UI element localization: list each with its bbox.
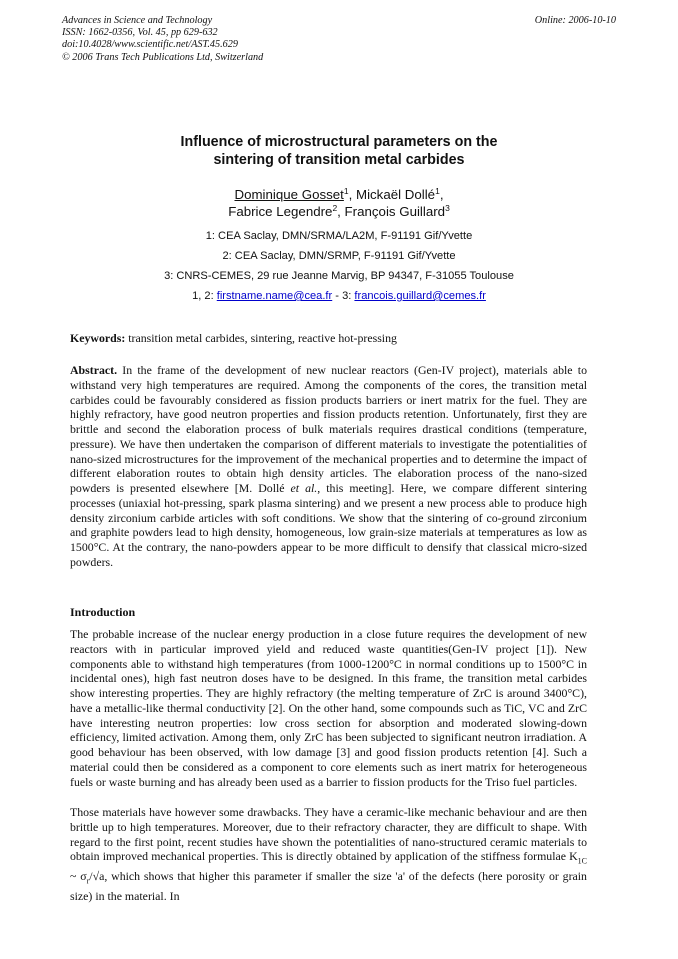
abstract <box>70 363 587 570</box>
issn-line: ISSN: 1662-0356, Vol. 45, pp 629-632 <box>62 27 218 39</box>
author-list <box>0 186 678 220</box>
keywords-text: transition metal carbides, sintering, reactive hot-pressing <box>125 331 397 345</box>
email-line <box>0 290 678 303</box>
author-line-1 <box>0 186 678 203</box>
paper-title <box>0 134 678 169</box>
author-line-2 <box>0 203 678 220</box>
section-heading-introduction: Introduction <box>70 605 136 619</box>
author-gosset: Dominique Gosset <box>234 187 344 202</box>
intro-p2-text-a: Those materials have however some drawbacks. They have a ceramic-like mechanic behaviour and are then brittle up to high temperatures. Moreover, due to their refractory character, they are difficult to shape. With regard to the first point, recent studies have shown the potentialities of nano-structured ceramic materials to obtain improved mechanical properties. This is directly obtained by application of the stiffness formulae K <box>70 805 587 864</box>
title-line-2: sintering of transition metal carbides <box>213 151 465 168</box>
author-dolle-affil: 1 <box>435 186 440 196</box>
abstract-text-1: In the frame of the development of new nuclear reactors (Gen-IV project), materials able to withstand very high temperatures are required. Among the components of the cores, the transition metal carbides could be favourably considered as fission products barriers or inert matrix for the fuel. They are highly refractory, have good neutron properties and fission products retention. Unfortunately, first they are brittle and second the elaboration process of bulk materials requires drastical conditions (temperature, pressure). We have then undertaken the comparison of different materials to investigate the potentialities of nano-sized microstructures for the improvement of the mechanical properties and to determine the impact of different elaboration routes to obtain high density articles. The elaboration process of the nano-sized powders is presented elsewhere [M. Dollé <box>70 363 587 495</box>
author-legendre-affil: 2 <box>332 203 338 213</box>
email-prefix: 1, 2: <box>192 290 217 302</box>
author-guillard-affil: 3 <box>445 203 450 213</box>
abstract-et-al: et al. <box>290 481 318 495</box>
doi-line: doi:10.4028/www.scientific.net/AST.45.629 <box>62 39 238 51</box>
email-separator: - 3: <box>332 290 355 302</box>
title-line-1: Influence of microstructural parameters on the <box>180 134 498 150</box>
journal-header <box>62 15 616 64</box>
introduction-paragraph-1: The probable increase of the nuclear energy production in a close future requires the development of new reactors with in particular improved yield and reduced waste quantities(Gen-IV project [1]). New components able to withstand high temperatures (from 1000-1200°C in normal conditions up to 1500°C in incidental ones), high fast neutron doses have to be designed. In this frame, the transition metal carbides show interesting properties. They are highly refractory (the melting temperature of ZrC is around 3400°C), have a metallic-like thermal conductivity [2]. On the other hand, some compounds such as TiC, VC and ZrC have interesting neutron properties: low cross section for absorption and moderated slowing-down efficiency, limited activation. Among them, only ZrC has been subjected to significant neutron irradiation. A good behaviour has been observed, with low damage [3] and good fission products retention [4]. Such a material could then be considered as a component to core elements such as inert matrix for heterogeneous fuels or waste burning and has already been used as a barrier to fission products for the Triso fuel particles. <box>70 627 587 789</box>
online-date: Online: 2006-10-10 <box>534 15 616 26</box>
affiliation-2: 2: CEA Saclay, DMN/SRMP, F-91191 Gif/Yvette <box>222 250 456 262</box>
author-dolle: , Mickaël Dollé <box>348 187 436 202</box>
journal-name: Advances in Science and Technology <box>62 15 213 26</box>
email-link-cea[interactable]: firstname.name@cea.fr <box>216 290 333 302</box>
author-guillard: , François Guillard <box>337 204 446 219</box>
intro-p2-text-b: ~ σ <box>70 869 87 884</box>
intro-p2-text-c: /√a, which shows that higher this parameter if smaller the size 'a' of the defects (here porosity or grain size) in the material. In <box>70 869 587 904</box>
author-gosset-affil: 1 <box>343 186 349 196</box>
keywords-label: Keywords: <box>70 331 126 345</box>
email-link-cemes[interactable]: francois.guillard@cemes.fr <box>354 290 486 302</box>
keywords <box>70 331 587 346</box>
abstract-text-2: , this meeting]. Here, we compare different sintering processes (uniaxial hot-pressing, spark plasma sintering) and we present a new process able to produce high density zirconium carbide articles with soft conditions. We show that the sintering of co-ground zirconium and graphite powders lead to high density, homogeneous, low grain-size materials at temperatures as low as 1500°C. At the contrary, the nano-powders appear to be more difficult to densify that classical micro-sized powders. <box>70 481 587 569</box>
k-subscript: 1C <box>577 856 587 866</box>
copyright-line: © 2006 Trans Tech Publications Ltd, Switzerland <box>62 51 264 63</box>
author-legendre: Fabrice Legendre <box>228 204 333 219</box>
author-separator: , <box>439 187 444 202</box>
affiliation-3: 3: CNRS-CEMES, 29 rue Jeanne Marvig, BP 94347, F-31055 Toulouse <box>164 270 514 282</box>
introduction-paragraph-2 <box>70 805 587 904</box>
affiliation-1: 1: CEA Saclay, DMN/SRMA/LA2M, F-91191 Gif/Yvette <box>205 230 473 242</box>
sigma-subscript: r <box>86 876 90 886</box>
abstract-label: Abstract. <box>70 363 118 377</box>
